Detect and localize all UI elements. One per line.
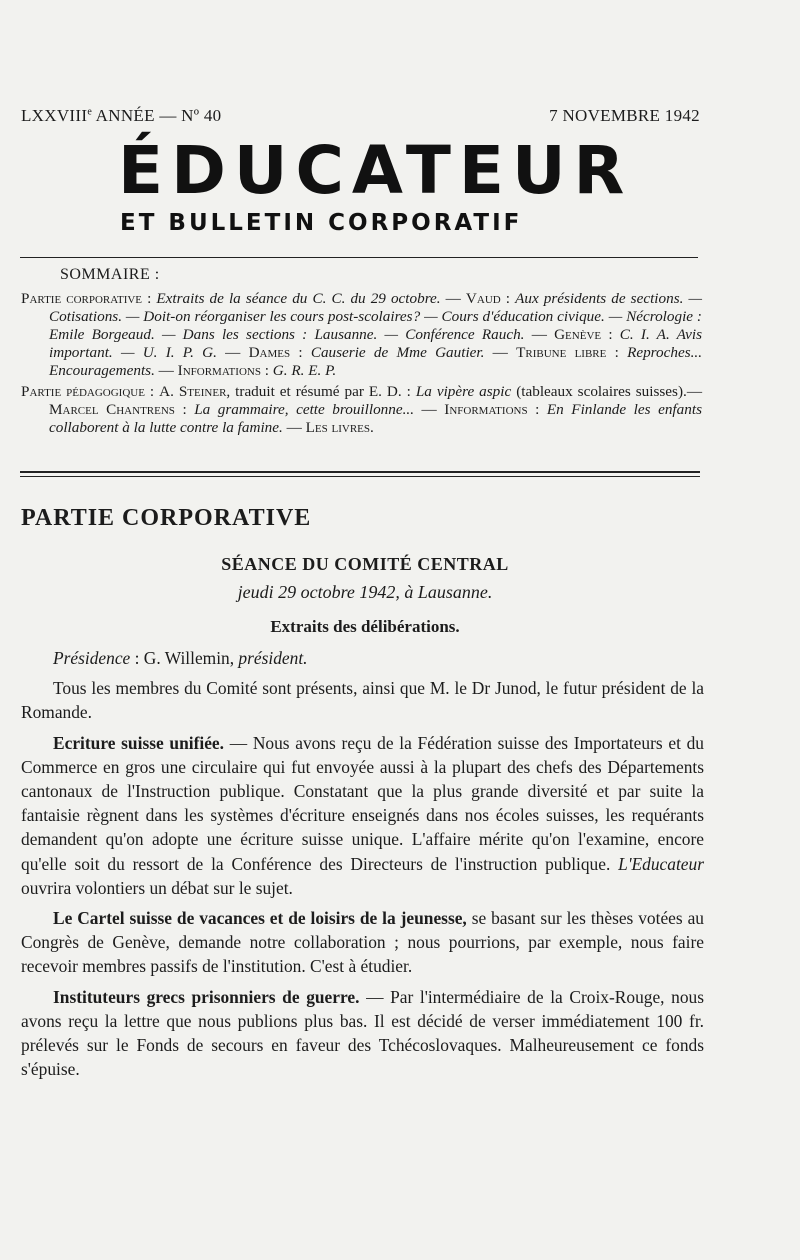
summary-rule-thick (20, 471, 700, 473)
tribune-entry: Reproches... Encouragements. (49, 344, 702, 379)
label-corporative: Partie corporative (21, 290, 143, 307)
article-body (21, 646, 704, 1087)
header-rule (20, 257, 698, 258)
summary-rule-thin (20, 476, 700, 477)
annee: ANNÉE — Nº 40 (92, 106, 222, 125)
sommaire-heading: SOMMAIRE : (60, 266, 160, 283)
dames-entry: Causerie de Mme Gautier. (310, 344, 485, 361)
label-informations: Informations (177, 362, 261, 379)
extraits-heading: Extraits des délibérations. (270, 617, 460, 636)
informations-finlande: En Finlande les enfants collaborent à la lutte contre la famine. (49, 401, 702, 436)
paragraph-ecriture (21, 731, 704, 900)
author-steiner: A. Steiner (159, 383, 227, 400)
volume-sup: e (87, 106, 93, 118)
heading-cartel: Le Cartel suisse de vacances et de loisirs de la jeunesse, (53, 908, 467, 929)
informations-entry: G. R. E. P. (272, 362, 337, 379)
journal-subtitle: ET BULLETIN CORPORATIF (120, 210, 523, 236)
paragraph-presents: Tous les membres du Comité sont présents, ainsi que M. le Dr Junod, le futur président de la Romande. (21, 678, 704, 723)
label-tribune: Tribune libre (516, 344, 607, 361)
paragraph-cartel (21, 906, 704, 979)
educateur-ref: L'Educateur (618, 853, 704, 874)
text-ecriture: — Nous avons reçu de la Fédération suisse des Importateurs et du Commerce en gros une circulaire qui fut envoyée aussi à la plupart des chefs des Départements cantonaux de l'Instruction publique. Constatant que la plus grande diversité et par suite la fantaisie règnent dans les systèmes d'écriture enseignés dans nos écoles suisses, les requérants demandent qu'on adopte une écriture suisse unique. L'affaire mérite qu'on l'examine, encore qu'elle soit du ressort de la Conférence des Directeurs de l'instruction publique. (21, 732, 705, 874)
label-pedagogique: Partie pédagogique (21, 383, 145, 400)
label-informations-ped: Informations (444, 401, 528, 418)
sommaire-corporative: Partie corporative : Extraits de la séance du C. C. du 29 octobre. — Vaud : Aux présidents de sections. — Cotisations. — Doit-on réorganiser les cours post-scolaires? — Cours d'éducation civique. — Nécrologie : Emile Borgeaud. — Dans les sections : Lausanne. — Conférence Rauch. — Genève : C. I. A. Avis important. — U. I. P. G. — Dames : Causerie de Mme Gautier. — Tribune libre : Reproches... Encouragements. — Informations : G. R. E. P. (21, 290, 702, 379)
issue-line (21, 106, 700, 126)
presidence-line (21, 646, 704, 670)
paragraph-instituteurs (21, 985, 704, 1082)
author-chantrens: Marcel Chantrens (49, 401, 175, 418)
seance-date: jeudi 29 octobre 1942, à Lausanne. (237, 582, 493, 602)
article-vipere-note: (tableaux scolaires suisses).— (516, 383, 703, 400)
label-dames: Dames (248, 344, 291, 361)
geneve-entries: C. I. A. Avis important. — U. I. P. G. (49, 326, 702, 361)
label-vaud: Vaud (465, 290, 501, 307)
heading-ecriture: Ecriture suisse unifiée. (53, 732, 224, 753)
volume: LXXVIII (21, 106, 88, 125)
label-geneve: Genève (554, 326, 602, 343)
seance-title: SÉANCE DU COMITÉ CENTRAL (221, 554, 509, 574)
issue-date: 7 NOVEMBRE 1942 (549, 106, 700, 125)
presidence-name: : G. Willemin, (130, 648, 239, 668)
text-instituteurs: — Par l'intermédiaire de la Croix-Rouge, nous avons reçu la lettre que nous publions plus bas. Il est décidé de verser immédiatement 100 fr. prélevés sur le Fonds de secours en faveur des Tchécoslovaques. Malheureusement ce fonds s'épuise. (21, 986, 704, 1080)
presidence-role: président. (238, 648, 308, 668)
article-grammaire: La grammaire, cette brouillonne... (194, 401, 414, 418)
text-cartel: se basant sur les thèses votées au Congrès de Genève, demande notre collaboration ; nous pourrions, par exemple, nous faire recevoir membres passifs de l'institution. C'est à étudier. (21, 908, 704, 977)
sommaire-pedagogique: Partie pédagogique : A. Steiner, traduit et résumé par E. D. : La vipère aspic (tableaux scolaires suisses).— Marcel Chantrens : La grammaire, cette brouillonne... — Informations : En Finlande les enfants collaborent à la lutte contre la famine. — Les livres. (21, 383, 703, 436)
issue-number (21, 106, 221, 126)
heading-instituteurs: Instituteurs grecs prisonniers de guerre. (53, 986, 360, 1007)
presidence-label: Présidence (53, 648, 131, 668)
section-title: PARTIE CORPORATIVE (21, 505, 312, 531)
label-livres: Les livres. (305, 419, 374, 436)
vaud-entries: Aux présidents de sections. — Cotisations. — Doit-on réorganiser les cours post-scolaires? — Cours d'éducation civique. — Nécrologie : Emile Borgeaud. — Dans les sections : Lausanne. — Conférence Rauch. (49, 290, 702, 343)
seance-entry: Extraits de la séance du C. C. du 29 octobre. (156, 290, 441, 307)
journal-title: ÉDUCATEUR (118, 132, 633, 209)
sommaire (21, 290, 702, 440)
translator-note: , traduit et résumé par E. D. : (226, 383, 411, 400)
text-ecriture-end: ouvrira volontiers un débat sur le sujet. (21, 877, 293, 898)
article-vipere: La vipère aspic (415, 383, 512, 400)
